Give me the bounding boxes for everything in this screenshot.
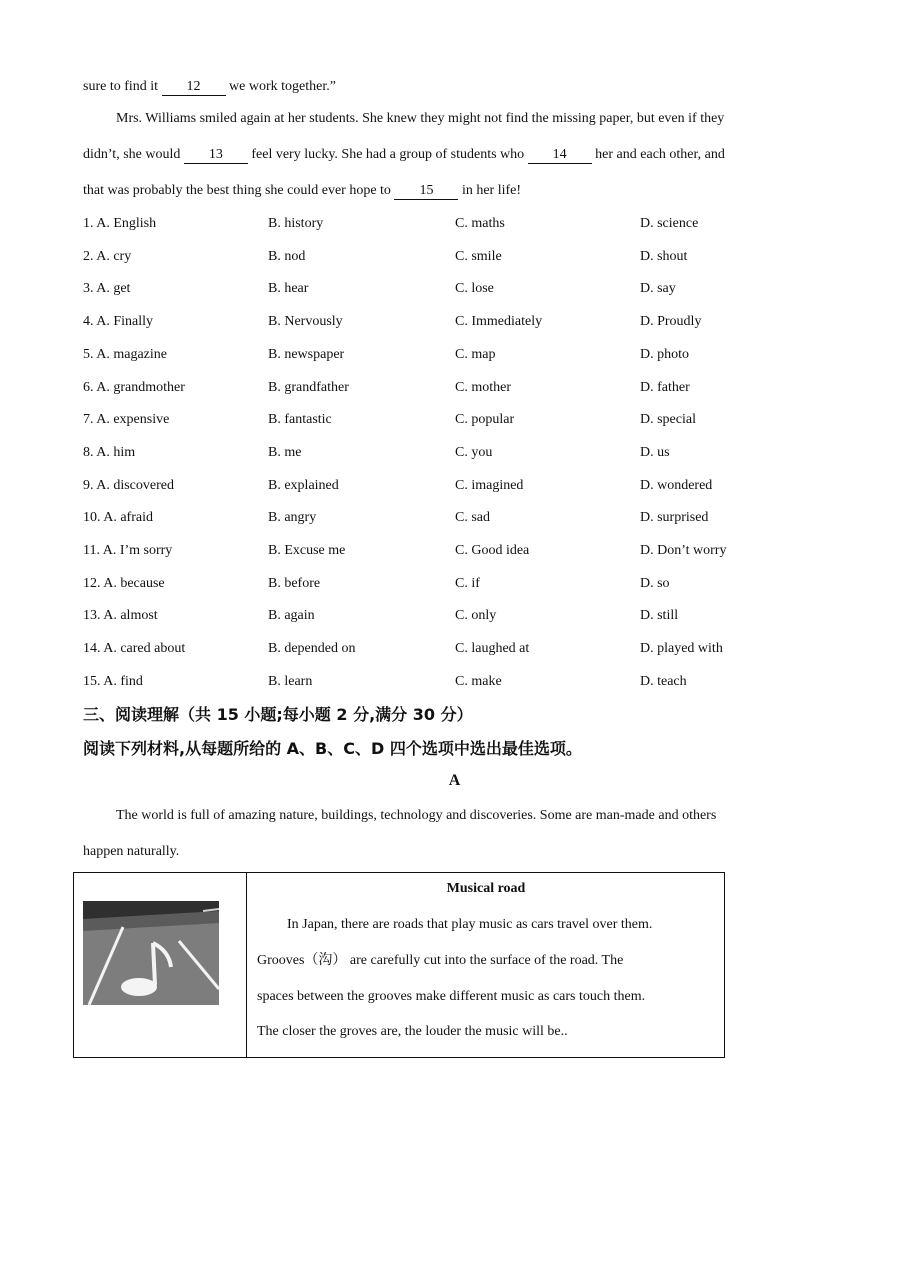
option-d: D. wondered: [640, 478, 713, 493]
option-d: D. Proudly: [640, 314, 702, 329]
option-b: B. grandfather: [268, 380, 349, 395]
option-row: [0, 541, 909, 561]
option-a: 4. A. Finally: [83, 314, 154, 329]
option-d: D. Don’t worry: [640, 543, 727, 558]
box-line-4: The closer the groves are, the louder the music will be..: [257, 1024, 568, 1039]
option-b: B. before: [268, 576, 321, 591]
blank-12: 12: [162, 79, 226, 96]
musical-road-box: [73, 872, 725, 1058]
option-b: B. newspaper: [268, 347, 345, 362]
text: her and each other, and: [591, 147, 725, 162]
option-c: C. popular: [455, 412, 515, 427]
option-row: [0, 279, 909, 299]
option-d: D. say: [640, 281, 676, 296]
option-a: 3. A. get: [83, 281, 131, 296]
option-row: [0, 574, 909, 594]
text: we work together.”: [225, 79, 336, 94]
text: didn’t, she would: [83, 147, 184, 162]
option-a: 11. A. I’m sorry: [83, 543, 173, 558]
option-a: 8. A. him: [83, 445, 136, 460]
option-row: [0, 214, 909, 234]
option-d: D. surprised: [640, 510, 709, 525]
option-c: C. make: [455, 674, 502, 689]
passage-line-3: [83, 145, 725, 165]
text-cell: [247, 873, 725, 1058]
box-line-1: In Japan, there are roads that play music as cars travel over them.: [287, 917, 653, 932]
text: in her life!: [458, 183, 522, 198]
option-d: D. still: [640, 608, 679, 623]
option-c: C. imagined: [455, 478, 524, 493]
option-d: D. science: [640, 216, 699, 231]
option-c: C. you: [455, 445, 493, 460]
option-c: C. laughed at: [455, 641, 530, 656]
option-b: B. nod: [268, 249, 306, 264]
part-label: A: [448, 772, 461, 789]
option-c: C. map: [455, 347, 496, 362]
option-a: 10. A. afraid: [83, 510, 153, 525]
option-a: 5. A. magazine: [83, 347, 167, 362]
image-cell: [74, 873, 247, 1058]
option-a: 13. A. almost: [83, 608, 158, 623]
intro-line-2: happen naturally.: [83, 844, 180, 859]
option-row: [0, 508, 909, 528]
option-b: B. Excuse me: [268, 543, 346, 558]
box-line-3: spaces between the grooves make different music as cars touch them.: [257, 989, 646, 1004]
passage-line-1: [83, 77, 336, 97]
option-c: C. maths: [455, 216, 505, 231]
option-d: D. so: [640, 576, 670, 591]
blank-13: 13: [184, 147, 248, 164]
option-a: 12. A. because: [83, 576, 165, 591]
blank-15: 15: [394, 183, 458, 200]
option-b: B. hear: [268, 281, 309, 296]
option-row: [0, 312, 909, 332]
option-b: B. learn: [268, 674, 313, 689]
passage-line-2: Mrs. Williams smiled again at her students. She knew they might not find the missing paper, but even if they: [116, 111, 725, 126]
option-a: 14. A. cared about: [83, 641, 186, 656]
option-b: B. Nervously: [268, 314, 343, 329]
option-a: 7. A. expensive: [83, 412, 170, 427]
option-c: C. if: [455, 576, 480, 591]
option-a: 9. A. discovered: [83, 478, 174, 493]
option-row: [0, 345, 909, 365]
option-d: D. shout: [640, 249, 688, 264]
option-b: B. fantastic: [268, 412, 332, 427]
option-a: 1. A. English: [83, 216, 157, 231]
option-b: B. again: [268, 608, 315, 623]
option-b: B. me: [268, 445, 302, 460]
option-row: [0, 443, 909, 463]
section-heading: 三、阅读理解（共 15 小题;每小题 2 分,满分 30 分）: [83, 705, 473, 724]
option-a: 2. A. cry: [83, 249, 132, 264]
intro-line-1: The world is full of amazing nature, buildings, technology and discoveries. Some are man-made and others: [116, 808, 717, 823]
option-b: B. depended on: [268, 641, 356, 656]
option-c: C. sad: [455, 510, 490, 525]
section-instruction: 阅读下列材料,从每题所给的 A、B、C、D 四个选项中选出最佳选项。: [83, 739, 582, 758]
option-c: C. mother: [455, 380, 511, 395]
text: feel very lucky. She had a group of students who: [247, 147, 528, 162]
box-title: Musical road: [446, 881, 526, 896]
option-d: D. special: [640, 412, 696, 427]
option-d: D. teach: [640, 674, 687, 689]
blank-14: 14: [528, 147, 592, 164]
option-row: [0, 410, 909, 430]
passage-line-4: [83, 181, 521, 201]
musical-road-photo: [83, 901, 219, 1005]
option-row: [0, 639, 909, 659]
option-d: D. father: [640, 380, 690, 395]
option-c: C. smile: [455, 249, 502, 264]
option-d: D. photo: [640, 347, 689, 362]
option-c: C. Good idea: [455, 543, 530, 558]
option-c: C. only: [455, 608, 497, 623]
option-row: [0, 606, 909, 626]
music-note-icon: [83, 901, 219, 1005]
option-b: B. history: [268, 216, 324, 231]
option-a: 6. A. grandmother: [83, 380, 185, 395]
text: sure to find it: [83, 79, 162, 94]
option-row: [0, 672, 909, 692]
option-row: [0, 476, 909, 496]
option-c: C. lose: [455, 281, 494, 296]
box-line-2: Grooves（沟） are carefully cut into the surface of the road. The: [257, 953, 624, 968]
option-row: [0, 378, 909, 398]
option-d: D. us: [640, 445, 670, 460]
option-d: D. played with: [640, 641, 723, 656]
option-b: B. explained: [268, 478, 339, 493]
option-b: B. angry: [268, 510, 317, 525]
option-a: 15. A. find: [83, 674, 143, 689]
option-c: C. Immediately: [455, 314, 543, 329]
text: that was probably the best thing she could ever hope to: [83, 183, 395, 198]
option-row: [0, 247, 909, 267]
